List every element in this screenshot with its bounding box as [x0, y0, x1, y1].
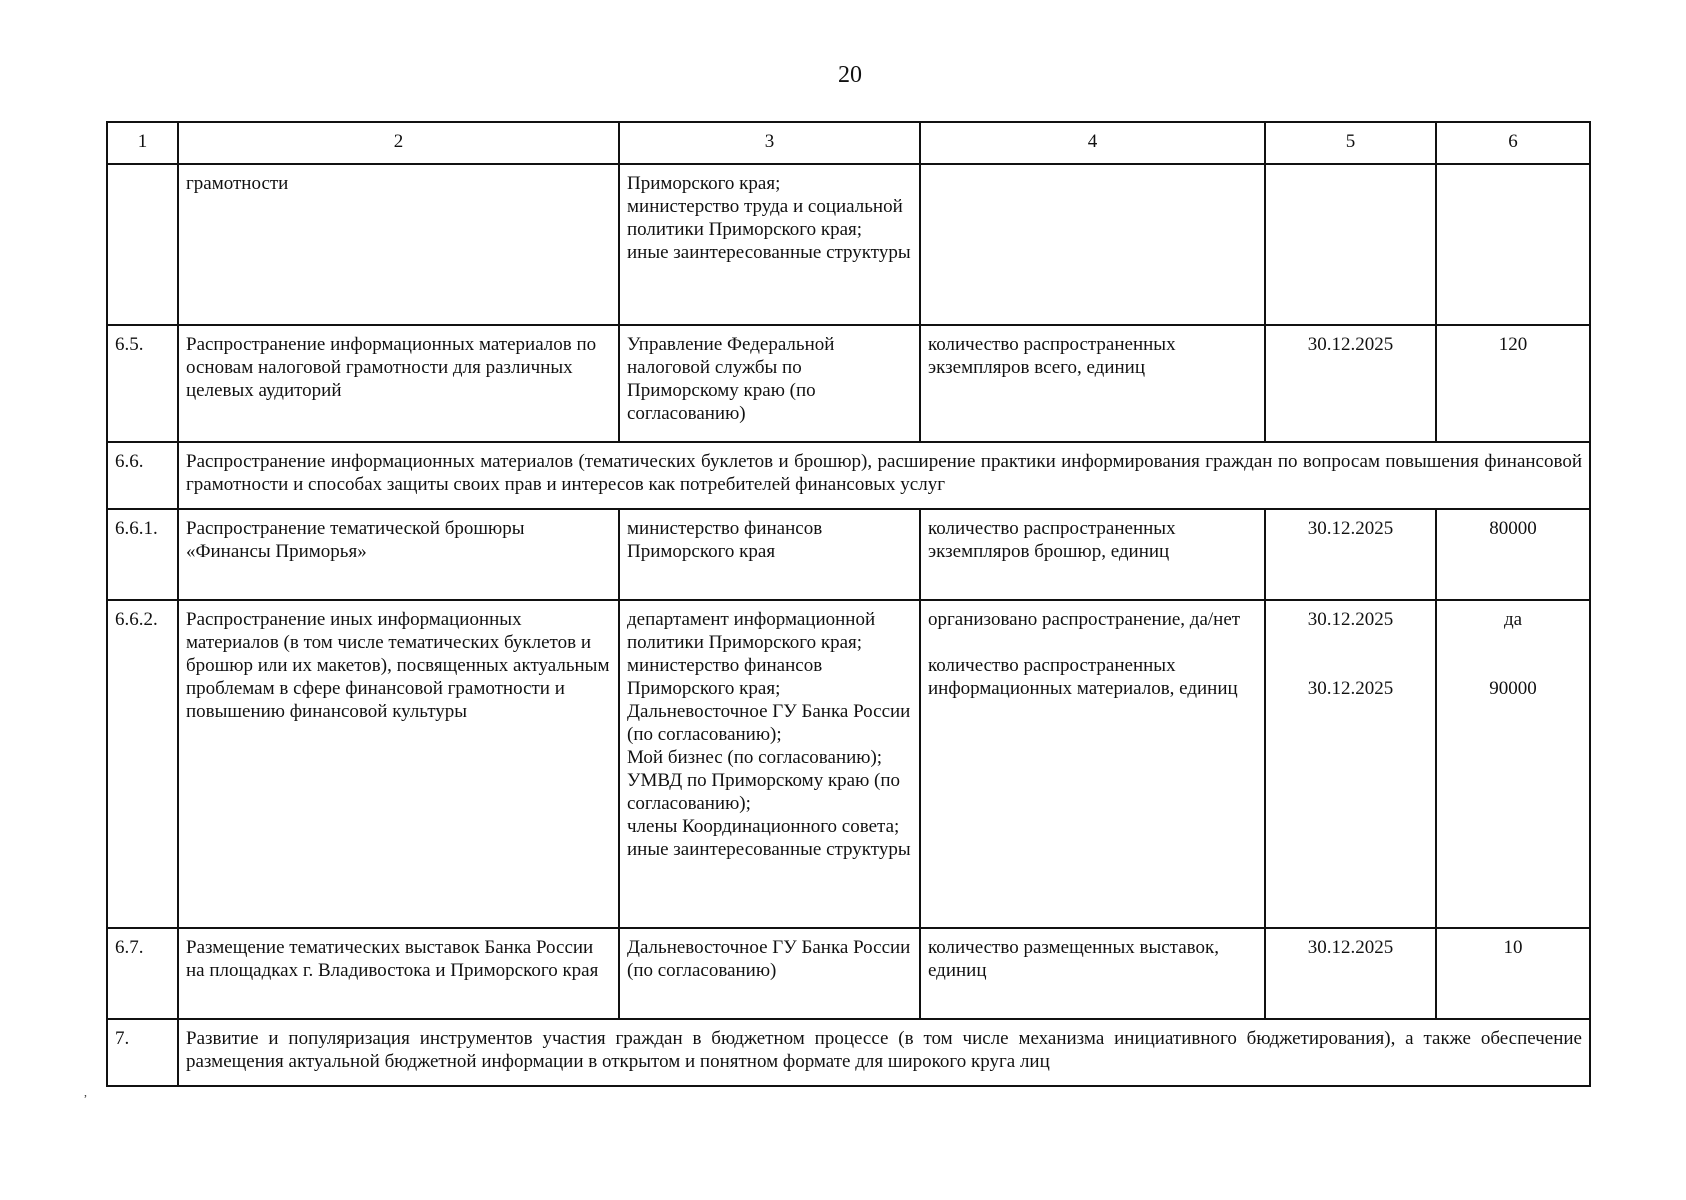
section-row — [107, 442, 1590, 509]
column-header-6: 6 — [1436, 122, 1590, 164]
table-row — [107, 509, 1590, 600]
responsible-line: министерство труда и социальной политики Приморского края; — [627, 196, 903, 240]
indicator-text: количество распространенных экземпляров всего, единиц — [920, 325, 1265, 442]
column-header-3: 3 — [619, 122, 920, 164]
section-row — [107, 1019, 1590, 1086]
responsible-line: иные заинтересованные структуры — [627, 839, 911, 860]
action-text: Размещение тематических выставок Банка России на площадках г. Владивостока и Приморского края — [178, 928, 619, 1019]
responsible-line: департамент информационной политики Приморского края; — [627, 609, 876, 653]
table-row — [107, 928, 1590, 1019]
indicator-text: количество размещенных выставок, единиц — [920, 928, 1265, 1019]
item-number: 7. — [107, 1019, 178, 1086]
table-row — [107, 164, 1590, 325]
responsible-line: Приморского края; — [627, 173, 781, 194]
responsible-line: Дальневосточное ГУ Банка России (по согласованию); — [627, 701, 911, 745]
table-row — [107, 325, 1590, 442]
responsible-text: Управление Федеральной налоговой службы по Приморскому краю (по согласованию) — [619, 325, 920, 442]
deadline-date — [1265, 164, 1436, 325]
responsible-text — [619, 164, 920, 325]
target-value: 10 — [1436, 928, 1590, 1019]
column-header-4: 4 — [920, 122, 1265, 164]
item-number: 6.6.2. — [107, 600, 178, 928]
section-text: Развитие и популяризация инструментов участия граждан в бюджетном процессе (в том числе механизма инициативного бюджетирования), а также обеспечение размещения актуальной бюджетной информации в открытом и понятном формате для широкого круга лиц — [178, 1019, 1590, 1086]
responsible-line: члены Координационного совета; — [627, 816, 900, 837]
responsible-line: иные заинтересованные структуры — [627, 242, 911, 263]
action-text: грамотности — [178, 164, 619, 325]
section-text: Распространение информационных материалов (тематических буклетов и брошюр), расширение практики информирования граждан по вопросам повышения финансовой грамотности и способах защиты своих прав и интересов как потребителей финансовых услуг — [178, 442, 1590, 509]
target-value-2: 90000 — [1489, 678, 1537, 699]
table-header-row — [107, 122, 1590, 164]
deadline-date-1: 30.12.2025 — [1307, 609, 1394, 630]
target-value: 120 — [1436, 325, 1590, 442]
target-value-1: да — [1503, 609, 1523, 630]
item-number: 6.5. — [107, 325, 178, 442]
target-value — [1436, 600, 1590, 928]
responsible-text: министерство финансов Приморского края — [619, 509, 920, 600]
deadline-date: 30.12.2025 — [1265, 509, 1436, 600]
responsible-text: Дальневосточное ГУ Банка России (по согласованию) — [619, 928, 920, 1019]
deadline-date — [1265, 600, 1436, 928]
action-text: Распространение тематической брошюры «Финансы Приморья» — [178, 509, 619, 600]
action-text: Распространение иных информационных материалов (в том числе тематических буклетов и брошюр или их макетов), посвященных актуальным проблемам в сфере финансовой грамотности и повышению финансовой культуры — [178, 600, 619, 928]
deadline-date: 30.12.2025 — [1265, 325, 1436, 442]
column-header-2: 2 — [178, 122, 619, 164]
item-number: 6.6. — [107, 442, 178, 509]
responsible-line: Мой бизнес (по согласованию); — [627, 747, 883, 768]
margin-mark: , — [84, 1085, 87, 1099]
responsible-line: УМВД по Приморскому краю (по согласованию); — [627, 770, 901, 814]
item-number: 6.7. — [107, 928, 178, 1019]
plan-table — [106, 121, 1591, 1087]
table-row — [107, 600, 1590, 928]
column-header-5: 5 — [1265, 122, 1436, 164]
indicator-line-1: организовано распространение, да/нет — [928, 609, 1241, 630]
responsible-text — [619, 600, 920, 928]
indicator-text — [920, 600, 1265, 928]
action-text: Распространение информационных материалов по основам налоговой грамотности для различных целевых аудиторий — [178, 325, 619, 442]
responsible-line: министерство финансов Приморского края; — [627, 655, 823, 699]
indicator-text: количество распространенных экземпляров брошюр, единиц — [920, 509, 1265, 600]
indicator-line-2: количество распространенных информационных материалов, единиц — [928, 655, 1238, 699]
target-value: 80000 — [1436, 509, 1590, 600]
deadline-date-2: 30.12.2025 — [1307, 678, 1394, 699]
deadline-date: 30.12.2025 — [1265, 928, 1436, 1019]
indicator-text — [920, 164, 1265, 325]
column-header-1: 1 — [107, 122, 178, 164]
item-number — [107, 164, 178, 325]
target-value — [1436, 164, 1590, 325]
item-number: 6.6.1. — [107, 509, 178, 600]
page-number: 20 — [838, 62, 862, 88]
